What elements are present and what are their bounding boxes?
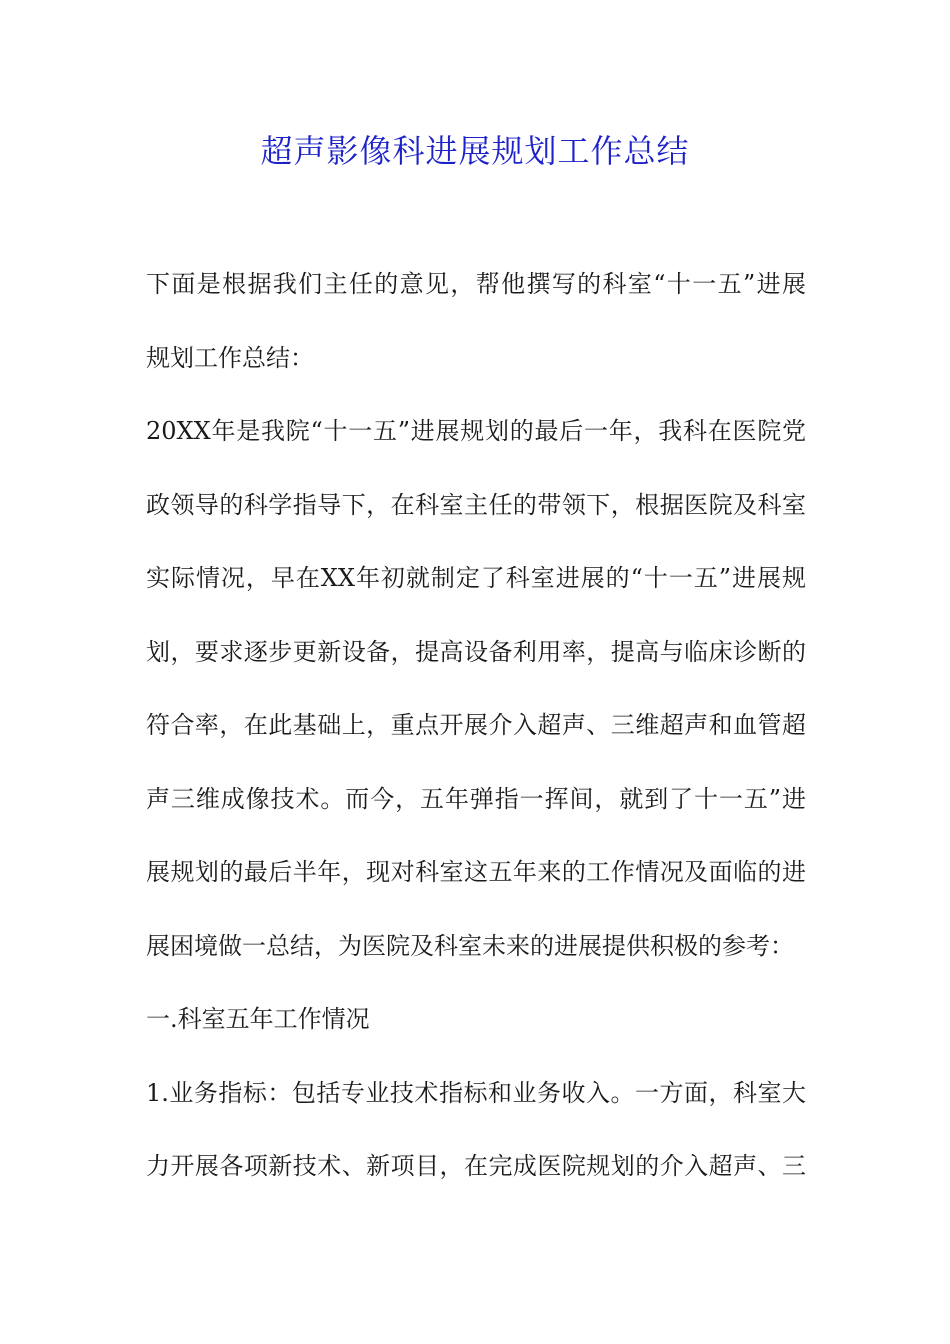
paragraph-line: 规划工作总结：: [146, 343, 314, 372]
document-title: 超声影像科进展规划工作总结: [260, 132, 690, 170]
paragraph-line: 展规划的最后半年，现对科室这五年来的工作情况及面临的进: [146, 858, 806, 886]
paragraph-line: 力开展各项新技术、新项目，在完成医院规划的介入超声、三: [146, 1152, 806, 1180]
paragraph-line: 实际情况，早在XX年初就制定了科室进展的“十一五”进展规: [146, 564, 806, 592]
paragraph-line: 下面是根据我们主任的意见，帮他撰写的科室“十一五”进展: [146, 270, 806, 298]
paragraph-line: 20XX年是我院“十一五”进展规划的最后一年，我科在医院党: [146, 417, 806, 445]
paragraph-line: 1.业务指标：包括专业技术指标和业务收入。一方面，科室大: [146, 1078, 806, 1107]
section-heading: 一.科室五年工作情况: [146, 1005, 370, 1033]
paragraph-line: 声三维成像技术。而今，五年弹指一挥间，就到了十一五”进: [146, 784, 806, 813]
paragraph-line: 划，要求逐步更新设备，提高设备利用率，提高与临床诊断的: [146, 637, 806, 666]
paragraph-line: 符合率，在此基础上，重点开展介入超声、三维超声和血管超: [146, 711, 806, 739]
paragraph-line: 展困境做一总结，为医院及科室未来的进展提供积极的参考：: [146, 931, 794, 960]
document-body: [146, 261, 806, 1217]
paragraph-line: 政领导的科学指导下，在科室主任的带领下，根据医院及科室: [146, 490, 806, 519]
